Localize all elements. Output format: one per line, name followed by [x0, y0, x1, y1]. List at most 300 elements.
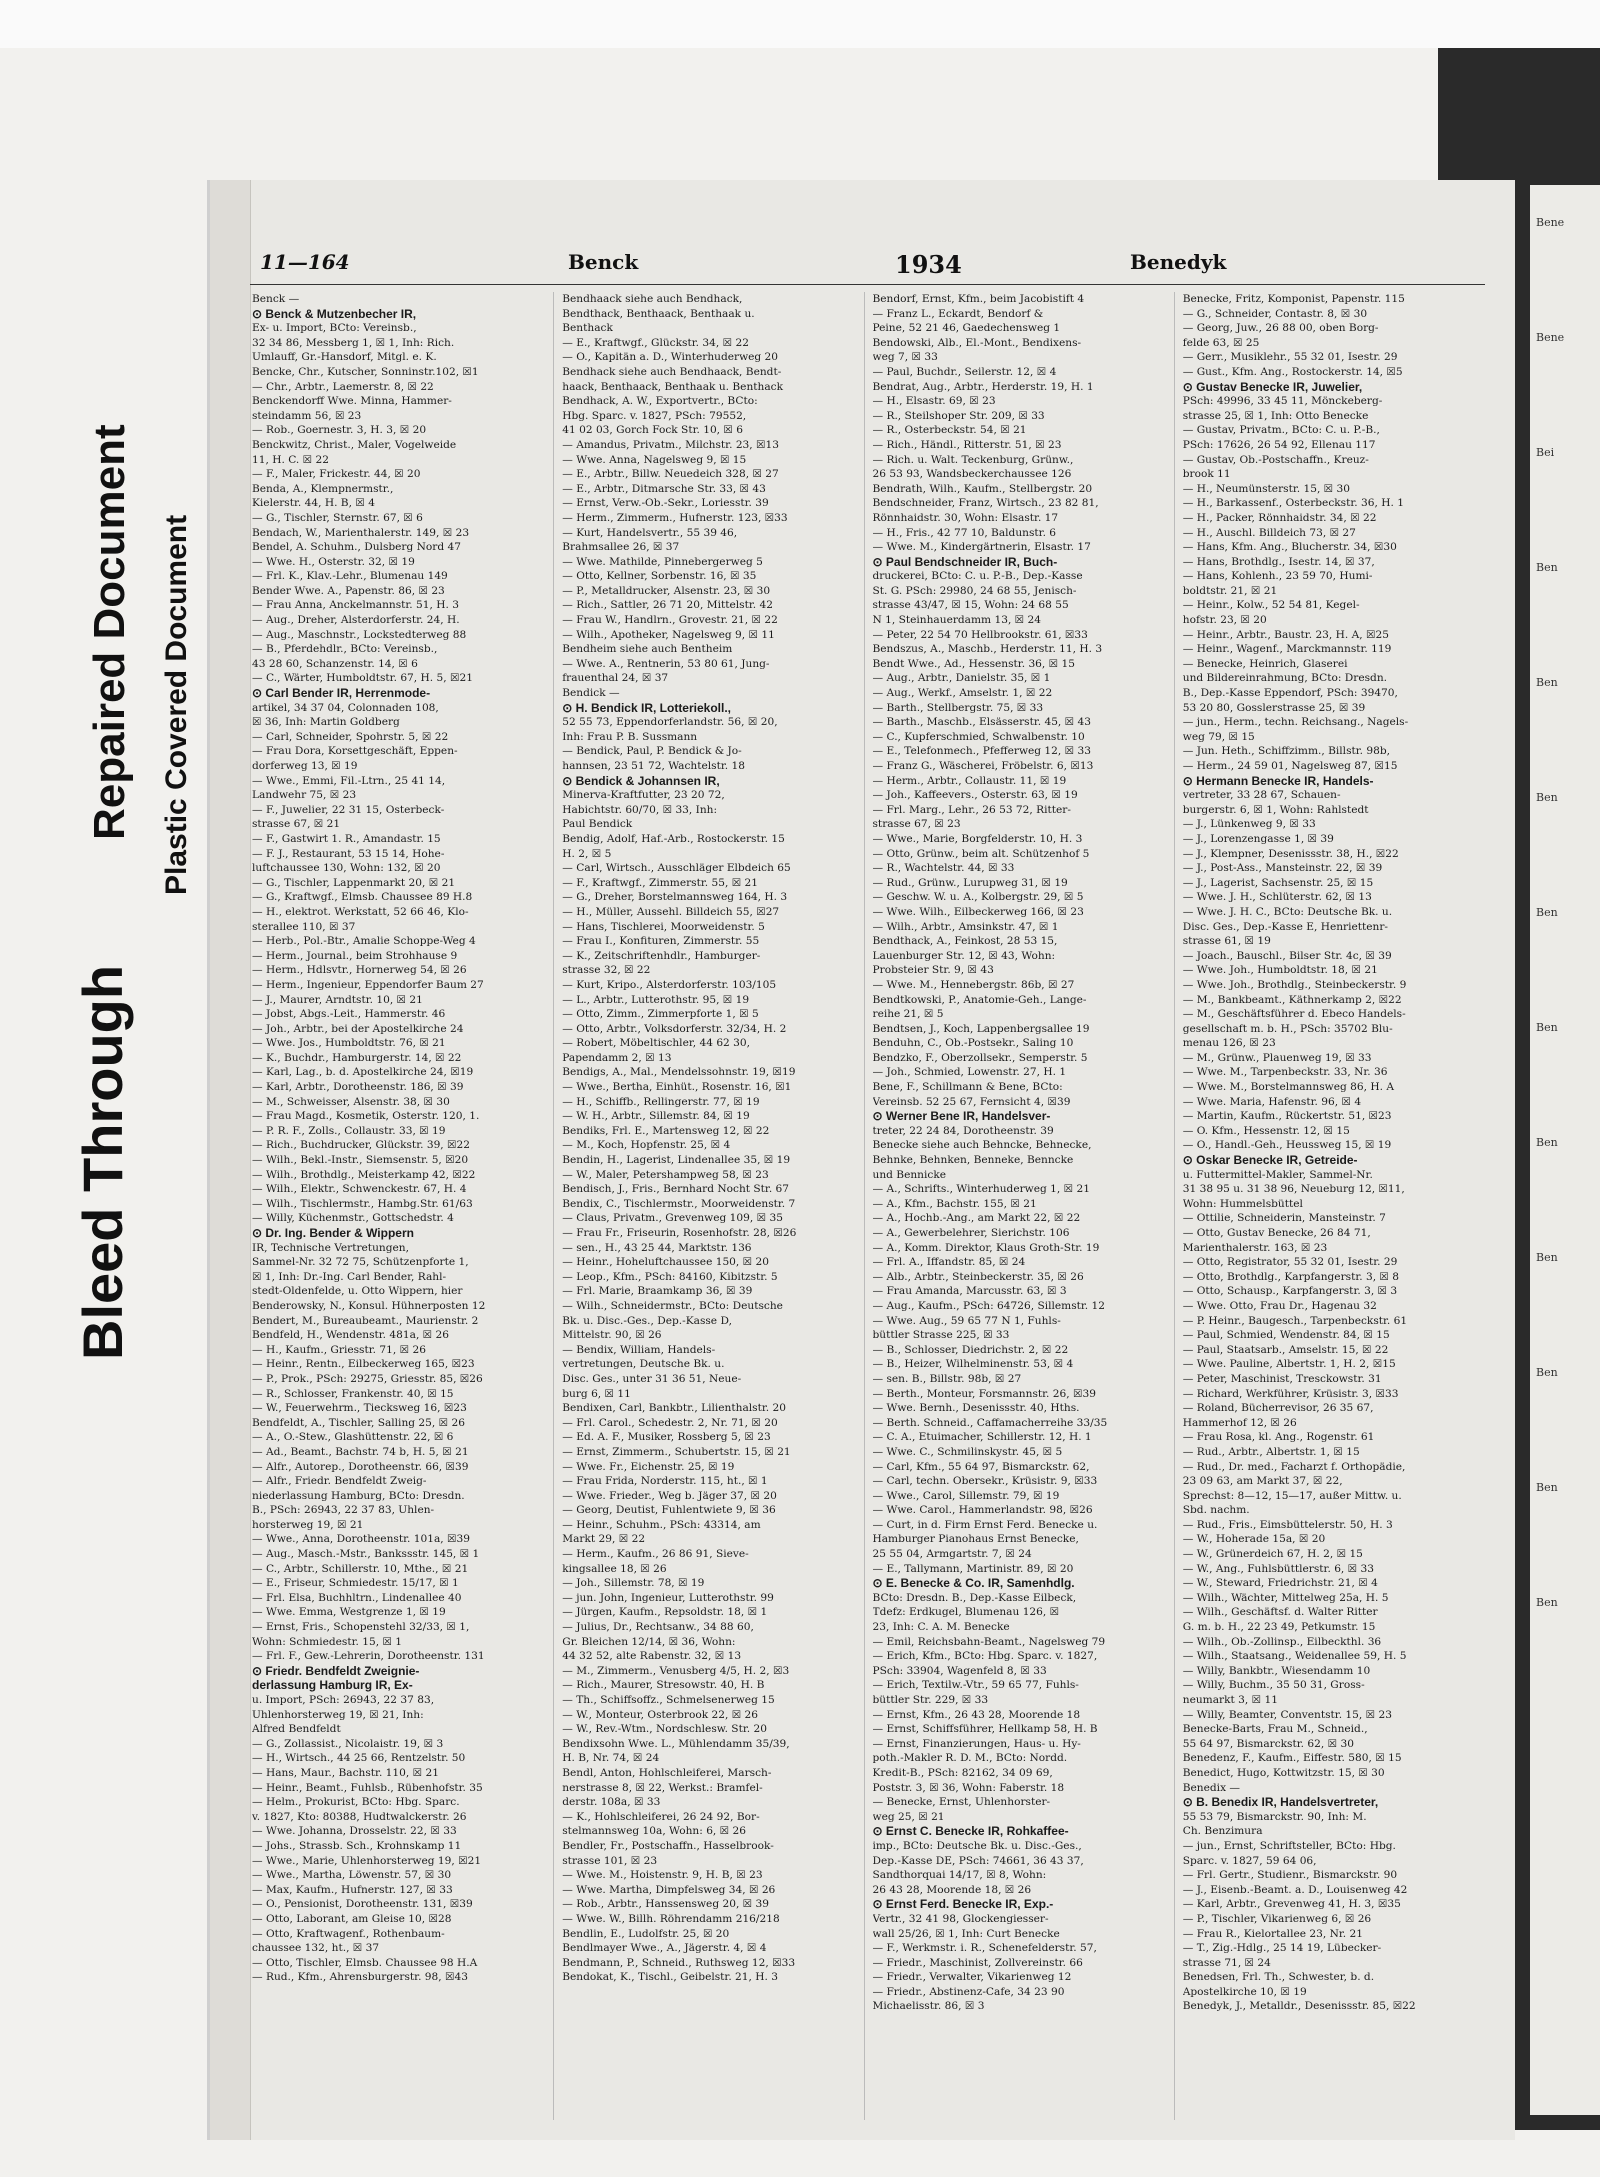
directory-entry: — Otto, Grünw., beim alt. Schützenhof 5: [872, 847, 1090, 860]
directory-entry: — H., Auschl. Billdeich 73, ☒ 27: [1182, 526, 1356, 539]
directory-entry: Bendschneider, Franz, Wirtsch., 23 82 81,: [872, 497, 1099, 510]
directory-entry: — Rich., Maurer, Stresowstr. 40, H. B: [562, 1679, 765, 1692]
directory-entry: 43 28 60, Schanzenstr. 14, ☒ 6: [252, 657, 418, 670]
directory-entry: — Gustav, Ob.-Postschaffn., Kreuz-: [1182, 453, 1369, 466]
directory-entry: N 1, Steinhauerdamm 13, ☒ 24: [872, 614, 1042, 627]
directory-entry: — Wwe. A., Rentnerin, 53 80 61, Jung-: [562, 657, 770, 670]
directory-entry: — Frau Fr., Friseurin, Rosenhofstr. 28, ☒26: [562, 1227, 797, 1239]
directory-entry: weg 25, ☒ 21: [872, 1810, 945, 1823]
directory-entry: Benecke-Barts, Frau M., Schneid.,: [1182, 1723, 1368, 1736]
directory-entry: — B., Schlosser, Diedrichstr. 2, ☒ 22: [872, 1343, 1069, 1356]
directory-entry: Bendorf, Ernst, Kfm., beim Jacobistift 4: [872, 293, 1085, 305]
directory-entry: — Amandus, Privatm., Milchstr. 23, ☒13: [562, 438, 780, 451]
directory-entry: — H., Fris., 42 77 10, Baldunstr. 6: [872, 526, 1057, 539]
directory-entry: — Barth., Stellbergstr. 75, ☒ 33: [872, 701, 1044, 714]
directory-entry: — Wwe. Martha, Dimpfelsweg 34, ☒ 26: [562, 1883, 776, 1896]
directory-entry: — B., Pferdehdlr., BCto: Vereinsb.,: [252, 643, 438, 656]
directory-entry: — Rud., Grünw., Lurupweg 31, ☒ 19: [872, 876, 1068, 889]
directory-entry: — J., Lagerist, Sachsenstr. 25, ☒ 15: [1182, 876, 1374, 889]
directory-entry: — Wwe. Carol., Hammerlandstr. 98, ☒26: [872, 1504, 1093, 1517]
directory-entry: — Wwe. Aug., 59 65 77 N 1, Fuhls-: [872, 1314, 1061, 1327]
directory-entry: vertreter, 33 28 67, Schauen-: [1182, 789, 1341, 802]
directory-entry: — Joh., Sillemstr. 78, ☒ 19: [562, 1577, 705, 1590]
directory-entry: strasse 61, ☒ 19: [1182, 935, 1271, 948]
directory-entry: — Wwe. W., Billh. Röhrendamm 216/218: [562, 1912, 780, 1925]
directory-entry: — Wwe. Joh., Brothdlg., Steinbeckerstr. 9: [1182, 978, 1407, 991]
directory-entry: frauenthal 24, ☒ 37: [562, 672, 669, 685]
directory-entry: Bendokat, K., Tischl., Geibelstr. 21, H. 3: [562, 1971, 778, 1984]
adjacent-page-text: Ben: [1536, 1136, 1558, 1149]
directory-entry: — Wwe. J. H., Schlüterstr. 62, ☒ 13: [1182, 891, 1372, 904]
directory-entry: Bendigs, A., Mal., Mendelssohnstr. 19, ☒19: [562, 1066, 796, 1079]
directory-entry: — Rob., Goernestr. 3, H. 3, ☒ 20: [252, 424, 427, 437]
directory-entry: 41 02 03, Gorch Fock Str. 10, ☒ 6: [562, 424, 744, 437]
directory-entry: — Claus, Privatm., Grevenweg 109, ☒ 35: [562, 1212, 783, 1225]
directory-entry: Ch. Benzimura: [1182, 1825, 1263, 1838]
directory-entry: Bendrath, Wilh., Kaufm., Stellbergstr. 20: [872, 482, 1093, 495]
directory-entry: Bencke, Chr., Kutscher, Sonninstr.102, ☒1: [252, 365, 479, 378]
directory-entry: PSch: 33904, Wagenfeld 8, ☒ 33: [872, 1664, 1047, 1677]
directory-entry: kingsallee 18, ☒ 26: [562, 1562, 667, 1575]
directory-entry: — G., Dreher, Borstelmannsweg 164, H. 3: [562, 891, 788, 904]
directory-entry: ⊙ Ernst Ferd. Benecke IR, Exp.-: [872, 1897, 1054, 1912]
directory-entry: — Franz G., Wäscherei, Fröbelstr. 6, ☒13: [872, 760, 1094, 772]
directory-entry: — Wwe. Emma, Westgrenze 1, ☒ 19: [252, 1606, 446, 1619]
directory-entry: — P., Tischler, Vikarienweg 6, ☒ 26: [1182, 1912, 1372, 1925]
directory-entry: Peine, 52 21 46, Gaedechensweg 1: [872, 322, 1061, 335]
page-number: 11—164: [260, 250, 350, 274]
directory-entry: — Leop., Kfm., PSch: 84160, Kibitzstr. 5: [562, 1270, 778, 1283]
directory-entry: — H., Packer, Rönnhaidstr. 34, ☒ 22: [1182, 511, 1377, 524]
directory-entry: — H., Neumünsterstr. 15, ☒ 30: [1182, 482, 1351, 495]
directory-entry: 23, Inh: C. A. M. Benecke: [872, 1621, 1010, 1634]
directory-entry: Bendt Wwe., Ad., Hessenstr. 36, ☒ 15: [872, 657, 1076, 670]
directory-entry: — Ernst, Kfm., 26 43 28, Moorende 18: [872, 1708, 1081, 1721]
directory-entry: ⊙ Werner Bene IR, Handelsver-: [872, 1109, 1051, 1124]
directory-entry: — M., Koch, Hopfenstr. 25, ☒ 4: [562, 1139, 731, 1152]
directory-entry: stelmannsweg 10a, Wohn: 6, ☒ 26: [562, 1825, 747, 1838]
directory-entry: Minerva-Kraftfutter, 23 20 72,: [562, 789, 725, 802]
directory-entry: — Karl, Arbtr., Grevenweg 41, H. 3, ☒35: [1182, 1898, 1401, 1911]
directory-entry: Bendixsohn Wwe. L., Mühlendamm 35/39,: [562, 1737, 790, 1750]
directory-entry: — Wwe. Pauline, Albertstr. 1, H. 2, ☒15: [1182, 1358, 1396, 1371]
directory-entry: Bendick —: [562, 687, 620, 700]
directory-entry: u. Futtermittel-Makler, Sammel-Nr.: [1182, 1168, 1373, 1181]
directory-entry: — Chr., Arbtr., Laemerstr. 8, ☒ 22: [252, 380, 434, 393]
directory-entry: — Wwe. M., Kindergärtnerin, Elsastr. 17: [872, 541, 1091, 554]
directory-entry: strasse 67, ☒ 21: [252, 818, 341, 831]
directory-entry: ☒ 36, Inh: Martin Goldberg: [252, 716, 400, 729]
directory-entry: — Frau Rosa, kl. Ang., Rogenstr. 61: [1182, 1431, 1375, 1444]
directory-entry: derstr. 108a, ☒ 33: [562, 1796, 661, 1809]
directory-entry: Bendixen, Carl, Bankbtr., Lilienthalstr. 20: [562, 1402, 786, 1415]
directory-entry: — Alb., Arbtr., Steinbeckerstr. 35, ☒ 26: [872, 1270, 1084, 1283]
directory-entry: Ex- u. Import, BCto: Vereinsb.,: [252, 322, 417, 335]
directory-entry: strasse 71, ☒ 24: [1182, 1956, 1271, 1969]
directory-entry: — Wwe., Anna, Dorotheenstr. 101a, ☒39: [252, 1533, 470, 1546]
directory-entry: — F., Juwelier, 22 31 15, Osterbeck-: [252, 803, 445, 816]
directory-entry: — sen. B., Billstr. 98b, ☒ 27: [872, 1372, 1022, 1385]
directory-entry: Kielerstr. 44, H. B, ☒ 4: [252, 497, 375, 510]
directory-entry: Poststr. 3, ☒ 36, Wohn: Faberstr. 18: [872, 1781, 1065, 1794]
directory-entry: — Robert, Möbeltischler, 44 62 30,: [562, 1037, 751, 1050]
directory-entry: Benedenz, F., Kaufm., Eiffestr. 580, ☒ 15: [1182, 1752, 1402, 1765]
directory-entry: ☒ 1, Inh: Dr.-Ing. Carl Bender, Rahl-: [252, 1270, 447, 1283]
directory-entry: reihe 21, ☒ 5: [872, 1008, 944, 1021]
directory-entry: — Frl. Elsa, Buchhltrn., Lindenallee 40: [252, 1591, 462, 1604]
directory-entry: — Otto, Gustav Benecke, 26 84 71,: [1182, 1227, 1371, 1239]
directory-entry: u. Import, PSch: 26943, 22 37 83,: [252, 1694, 435, 1706]
directory-entry: — Herm., Ingenieur, Eppendorfer Baum 27: [252, 978, 484, 991]
directory-entry: — jun. John, Ingenieur, Lutterothstr. 99: [562, 1591, 774, 1604]
directory-entry: haack, Benthaack, Benthaak u. Benthack: [562, 380, 784, 393]
directory-entry: — Wwe. Otto, Frau Dr., Hagenau 32: [1182, 1299, 1377, 1312]
directory-entry: — W., Ang., Fuhlsbüttlerstr. 6, ☒ 33: [1182, 1562, 1375, 1575]
directory-entry: — M., Schweisser, Alsenstr. 38, ☒ 30: [252, 1095, 450, 1108]
directory-entry: ⊙ B. Benedix IR, Handelsvertreter,: [1182, 1795, 1379, 1810]
directory-entry: — Wwe., Bertha, Einhüt., Rosenstr. 16, ☒1: [562, 1081, 792, 1094]
directory-entry: — Ernst, Fris., Schopenstehl 32/33, ☒ 1,: [252, 1621, 470, 1634]
directory-entry: — Frau W., Handlrn., Grovestr. 21, ☒ 22: [562, 614, 778, 627]
adjacent-page-text: Bene: [1536, 216, 1565, 229]
directory-entry: — Heinr., Arbtr., Baustr. 23, H. A, ☒25: [1182, 628, 1389, 641]
directory-entry: strasse 43/47, ☒ 15, Wohn: 24 68 55: [872, 599, 1069, 612]
adjacent-page-fragment: [1530, 185, 1600, 2115]
directory-entry: — Rich., Buchdrucker, Glückstr. 39, ☒22: [252, 1139, 471, 1152]
directory-entry: felde 63, ☒ 25: [1182, 336, 1260, 349]
directory-entry: — Heinr., Hoheluftchaussee 150, ☒ 20: [562, 1256, 770, 1269]
directory-entry: Benck —: [252, 293, 300, 305]
directory-entry: steindamm 56, ☒ 23: [252, 409, 362, 422]
bleed-through-label: Bleed Through: [71, 964, 134, 1360]
directory-entry: — L., Arbtr., Lutterothstr. 95, ☒ 19: [562, 993, 750, 1006]
directory-entry: — R., Steilshoper Str. 209, ☒ 33: [872, 409, 1045, 422]
directory-entry: Bendfeld, H., Wendenstr. 481a, ☒ 26: [252, 1329, 450, 1342]
directory-entry: Bendzko, F., Oberzollsekr., Semperstr. 5: [872, 1051, 1088, 1064]
directory-entry: — Frau Dora, Korsettgeschäft, Eppen-: [252, 745, 458, 758]
directory-entry: — H., Müller, Aussehl. Billdeich 55, ☒27: [562, 905, 780, 918]
directory-entry: ⊙ Gustav Benecke IR, Juwelier,: [1182, 379, 1363, 394]
directory-entry: Brahmsallee 26, ☒ 37: [562, 541, 680, 554]
directory-entry: ⊙ E. Benecke & Co. IR, Samenhdlg.: [872, 1576, 1075, 1591]
adjacent-page-text: Ben: [1536, 1366, 1558, 1379]
directory-entry: — Aug., Kaufm., PSch: 64726, Sillemstr. 12: [872, 1299, 1105, 1312]
directory-entry: — Wilh., Elektr., Schwenckestr. 67, H. 4: [252, 1183, 467, 1196]
directory-entry: — Emil, Reichsbahn-Beamt., Nagelsweg 79: [872, 1635, 1106, 1648]
directory-columns: [250, 292, 1485, 2120]
directory-entry: — Heinr., Kolw., 52 54 81, Kegel-: [1182, 599, 1360, 612]
directory-entry: Bendhaack siehe auch Bendhack,: [562, 293, 743, 305]
directory-entry: — W., Monteur, Osterbrook 22, ☒ 26: [562, 1708, 759, 1721]
directory-entry: — J., Lünkenweg 9, ☒ 33: [1182, 818, 1316, 831]
directory-entry: — Ernst, Finanzierungen, Haus- u. Hy-: [872, 1737, 1081, 1750]
directory-entry: — Erich, Textilw.-Vtr., 59 65 77, Fuhls-: [872, 1679, 1079, 1692]
directory-entry: Bendtsen, J., Koch, Lappenbergsallee 19: [872, 1022, 1090, 1035]
directory-entry: — Otto, Arbtr., Volksdorferstr. 32/34, H. 2: [562, 1022, 787, 1035]
directory-entry: — Karl, Arbtr., Dorotheenstr. 186, ☒ 39: [252, 1081, 464, 1094]
directory-entry: Bendlmayer Wwe., A., Jägerstr. 4, ☒ 4: [562, 1942, 767, 1955]
directory-entry: — Frau Frida, Norderstr. 115, ht., ☒ 1: [562, 1475, 768, 1488]
adjacent-page-text: Ben: [1536, 561, 1558, 574]
directory-entry: — K., Zeitschriftenhdlr., Hamburger-: [562, 949, 761, 962]
directory-entry: PSch: 17626, 26 54 92, Ellenau 117: [1182, 438, 1376, 451]
directory-entry: — W., Steward, Friedrichstr. 21, ☒ 4: [1182, 1577, 1378, 1590]
directory-entry: Bendowski, Alb., El.-Mont., Bendixens-: [872, 336, 1082, 349]
directory-entry: — Roland, Bücherrevisor, 26 35 67,: [1182, 1402, 1374, 1415]
directory-entry: Sbd. nachm.: [1182, 1504, 1250, 1517]
directory-entry: Sammel-Nr. 32 72 75, Schützenpforte 1,: [252, 1256, 469, 1269]
directory-entry: — Frau I., Konfituren, Zimmerstr. 55: [562, 935, 760, 948]
directory-entry: — Otto, Kellner, Sorbenstr. 16, ☒ 35: [562, 570, 757, 583]
directory-entry: ⊙ Benck & Mutzenbecher IR,: [252, 306, 417, 321]
directory-entry: — R., Wachtelstr. 44, ☒ 33: [872, 862, 1015, 875]
directory-entry: neumarkt 3, ☒ 11: [1182, 1694, 1278, 1706]
directory-entry: Bendach, W., Marienthalerstr. 149, ☒ 23: [252, 526, 470, 539]
directory-entry: — Wilh., Arbtr., Amsinkstr. 47, ☒ 1: [872, 920, 1059, 933]
directory-entry: — Rob., Arbtr., Hanssensweg 20, ☒ 39: [562, 1898, 770, 1911]
directory-entry: Bendler, Fr., Postschaffn., Hasselbrook-: [562, 1839, 774, 1852]
directory-entry: — C., Kupferschmied, Schwalbenstr. 10: [872, 730, 1085, 743]
directory-entry: — Paul, Schmied, Wendenstr. 84, ☒ 15: [1182, 1329, 1390, 1342]
document-condition-labels: [70, 400, 230, 1360]
repaired-document-label: Repaired Document: [85, 424, 134, 840]
directory-entry: — Joh., Schmied, Lowenstr. 27, H. 1: [872, 1066, 1067, 1079]
directory-entry: — Alfr., Autorep., Dorotheenstr. 66, ☒39: [252, 1460, 469, 1473]
directory-entry: Apostelkirche 10, ☒ 19: [1182, 1985, 1307, 1998]
directory-page: [210, 180, 1515, 2140]
header-year: 1934: [895, 250, 962, 279]
directory-entry: — Rud., Dr. med., Facharzt f. Orthopädie,: [1182, 1460, 1406, 1473]
directory-entry: strasse 101, ☒ 23: [562, 1854, 658, 1867]
directory-entry: — Frl. Carol., Schedestr. 2, Nr. 71, ☒ 20: [562, 1416, 778, 1429]
directory-entry: — Otto, Zimm., Zimmerpforte 1, ☒ 5: [562, 1008, 759, 1021]
directory-entry: — C., Arbtr., Schillerstr. 10, Mthe., ☒ 21: [252, 1562, 469, 1575]
directory-entry: 25 55 04, Armgartstr. 7, ☒ 24: [872, 1548, 1032, 1561]
directory-entry: menau 126, ☒ 23: [1182, 1037, 1276, 1050]
directory-entry: — C., Wärter, Humboldtstr. 67, H. 5, ☒21: [252, 672, 473, 685]
adjacent-page-text: Bene: [1536, 331, 1565, 344]
directory-entry: Bender Wwe. A., Papenstr. 86, ☒ 23: [252, 584, 445, 597]
directory-entry: — J., Lorenzengasse 1, ☒ 39: [1182, 832, 1334, 845]
directory-entry: — Joh., Kaffeevers., Osterstr. 63, ☒ 19: [872, 789, 1078, 802]
directory-entry: — Wwe. Maria, Hafenstr. 96, ☒ 4: [1182, 1095, 1362, 1108]
directory-entry: — Th., Schiffsoffz., Schmelsenerweg 15: [562, 1694, 775, 1706]
directory-entry: — Wwe. M., Tarpenbeckstr. 33, Nr. 36: [1182, 1066, 1388, 1079]
adjacent-page-text: Ben: [1536, 1481, 1558, 1494]
directory-entry: — Aug., Masch.-Mstr., Bankssstr. 145, ☒ 1: [252, 1548, 480, 1561]
directory-entry: und Bennicke: [872, 1168, 947, 1181]
directory-entry: — Willy, Beamter, Conventstr. 15, ☒ 23: [1182, 1708, 1392, 1721]
directory-entry: Sandthorquai 14/17, ☒ 8, Wohn:: [872, 1869, 1047, 1882]
directory-entry: — Otto, Brothdlg., Karpfangerstr. 3, ☒ 8: [1182, 1270, 1400, 1283]
directory-entry: — M., Grünw., Plauenweg 19, ☒ 33: [1182, 1051, 1372, 1064]
directory-entry: — J., Eisenb.-Beamt. a. D., Louisenweg 42: [1182, 1883, 1408, 1896]
directory-entry: brook 11: [1182, 468, 1231, 481]
directory-entry: ⊙ Dr. Ing. Bender & Wippern: [252, 1226, 414, 1240]
directory-entry: — G., Tischler, Sternstr. 67, ☒ 6: [252, 511, 423, 524]
directory-entry: — P., Prok., PSch: 29275, Griesstr. 85, ☒26: [252, 1372, 483, 1385]
directory-entry: — Erich, Kfm., BCto: Hbg. Sparc. v. 1827,: [872, 1650, 1098, 1663]
directory-entry: — M., Zimmerm., Venusberg 4/5, H. 2, ☒3: [562, 1664, 790, 1677]
header-rule: [250, 284, 1485, 285]
directory-entry: — E., Arbtr., Ditmarsche Str. 33, ☒ 43: [562, 482, 766, 495]
directory-entry: — Frau Anna, Anckelmannstr. 51, H. 3: [252, 599, 459, 612]
directory-entry: — Rud., Fris., Eimsbüttelerstr. 50, H. 3: [1182, 1518, 1393, 1531]
directory-entry: — Wwe. Wilh., Eilbeckerweg 166, ☒ 23: [872, 905, 1084, 918]
directory-entry: — H., Wirtsch., 44 25 66, Rentzelstr. 50: [252, 1752, 466, 1765]
directory-entry: ⊙ Friedr. Bendfeldt Zweignie-: [252, 1663, 420, 1678]
directory-entry: — O., Kapitän a. D., Winterhuderweg 20: [562, 351, 779, 364]
directory-entry: Bendig, Adolf, Haf.-Arb., Rostockerstr. 15: [562, 832, 785, 845]
directory-entry: — Aug., Dreher, Alsterdorferstr. 24, H.: [252, 614, 460, 627]
directory-entry: — E., Kraftwgf., Glückstr. 34, ☒ 22: [562, 336, 749, 349]
directory-entry: — Hans, Kohlenh., 23 59 70, Humi-: [1182, 570, 1373, 583]
adjacent-page-text: Bei: [1536, 446, 1555, 459]
directory-entry: 55 53 79, Bismarckstr. 90, Inh: M.: [1182, 1810, 1367, 1823]
directory-entry: — Otto, Laborant, am Gleise 10, ☒28: [252, 1912, 452, 1925]
directory-entry: — Frl. Marg., Lehr., 26 53 72, Ritter-: [872, 803, 1071, 816]
directory-entry: Bendert, M., Bureaubeamt., Maurienstr. 2: [252, 1314, 479, 1327]
directory-entry: — jun., Herm., techn. Reichsang., Nagels-: [1182, 716, 1409, 729]
directory-entry: 31 38 95 u. 31 38 96, Neueburg 12, ☒11,: [1182, 1183, 1405, 1196]
directory-entry: — Rich. u. Walt. Teckenburg, Grünw.,: [872, 453, 1074, 466]
directory-entry: Markt 29, ☒ 22: [562, 1533, 646, 1546]
directory-entry: — Wwe. Fr., Eichenstr. 25, ☒ 19: [562, 1460, 735, 1473]
directory-entry: — E., Arbtr., Billw. Neuedeich 328, ☒ 27: [562, 468, 779, 481]
header-first-name: Benck: [568, 250, 639, 274]
directory-entry: — Wwe. C., Schmilinskystr. 45, ☒ 5: [872, 1445, 1063, 1458]
directory-entry: Mittelstr. 90, ☒ 26: [562, 1329, 662, 1342]
adjacent-page-text: Ben: [1536, 906, 1558, 919]
directory-entry: — W., Rev.-Wtm., Nordschlesw. Str. 20: [562, 1723, 767, 1736]
column-3: [871, 292, 1175, 2120]
directory-entry: — Frau R., Kielortallee 23, Nr. 21: [1182, 1927, 1363, 1940]
directory-entry: Benthack: [562, 322, 613, 335]
directory-entry: — Georg, Deutist, Fuhlentwiete 9, ☒ 36: [562, 1504, 776, 1517]
directory-entry: — F., Kraftwgf., Zimmerstr. 55, ☒ 21: [562, 876, 759, 889]
directory-entry: — Wwe., Marie, Uhlenhorsterweg 19, ☒21: [252, 1854, 482, 1867]
directory-entry: Hamburger Pianohaus Ernst Benecke,: [872, 1533, 1079, 1546]
directory-entry: — Ernst, Zimmerm., Schubertstr. 15, ☒ 21: [562, 1445, 791, 1458]
directory-entry: — Heinr., Schuhm., PSch: 43314, am: [562, 1518, 761, 1531]
directory-entry: — Willy, Buchm., 35 50 31, Gross-: [1182, 1679, 1365, 1692]
directory-entry: 32 34 86, Messberg 1, ☒ 1, Inh: Rich.: [252, 336, 455, 349]
directory-entry: — Geschw. W. u. A., Kolbergstr. 29, ☒ 5: [872, 891, 1084, 904]
directory-entry: — Wwe., Martha, Löwenstr. 57, ☒ 30: [252, 1869, 452, 1882]
directory-entry: Disc. Ges., unter 31 36 51, Neue-: [562, 1372, 742, 1385]
directory-entry: poth.-Makler R. D. M., BCto: Nordd.: [872, 1752, 1068, 1765]
directory-entry: — Wilh., Tischlermstr., Hambg.Str. 61/63: [252, 1197, 473, 1210]
directory-entry: burg 6, ☒ 11: [562, 1387, 631, 1400]
directory-entry: — W., Feuerwehrm., Tiecksweg 16, ☒23: [252, 1402, 467, 1415]
directory-entry: — G., Zollassist., Nicolaistr. 19, ☒ 3: [252, 1737, 444, 1750]
directory-entry: — Rich., Händl., Ritterstr. 51, ☒ 23: [872, 438, 1062, 451]
directory-entry: Wohn: Schmiedestr. 15, ☒ 1: [252, 1635, 403, 1648]
directory-entry: — Kurt, Kripo., Alsterdorferstr. 103/105: [562, 978, 777, 991]
directory-entry: — Wwe. Joh., Humboldtstr. 18, ☒ 21: [1182, 964, 1378, 977]
directory-entry: — W. H., Arbtr., Sillemstr. 84, ☒ 19: [562, 1110, 750, 1123]
directory-entry: Bendthack, A., Feinkost, 28 53 15,: [872, 935, 1058, 948]
directory-entry: — Ernst, Schiffsführer, Hellkamp 58, H. B: [872, 1723, 1098, 1736]
directory-entry: Gr. Bleichen 12/14, ☒ 36, Wohn:: [562, 1635, 736, 1648]
directory-entry: — W., Grünerdeich 67, H. 2, ☒ 15: [1182, 1548, 1363, 1561]
directory-entry: wall 25/26, ☒ 1, Inh: Curt Benecke: [872, 1927, 1060, 1940]
directory-entry: Bene, F., Schillmann & Bene, BCto:: [872, 1081, 1063, 1094]
column-2: [560, 292, 864, 2120]
directory-entry: — Rud., Kfm., Ahrensburgerstr. 98, ☒43: [252, 1971, 468, 1984]
directory-entry: nerstrasse 8, ☒ 22, Werkst.: Bramfel-: [562, 1781, 763, 1794]
directory-entry: Tdefz: Erdkugel, Blumenau 126, ☒: [872, 1606, 1060, 1619]
directory-entry: — Berth., Monteur, Forsmannstr. 26, ☒39: [872, 1387, 1096, 1400]
directory-entry: Bk. u. Disc.-Ges., Dep.-Kasse D,: [562, 1314, 732, 1327]
page-header: [250, 250, 1505, 280]
directory-entry: — Wilh., Apotheker, Nagelsweg 9, ☒ 11: [562, 628, 775, 641]
directory-entry: — Berth. Schneid., Caffamacherreihe 33/35: [872, 1416, 1108, 1429]
directory-entry: — Barth., Maschb., Elsässerstr. 45, ☒ 43: [872, 716, 1092, 729]
directory-entry: — Otto, Tischler, Elmsb. Chaussee 98 H.A: [252, 1956, 478, 1969]
directory-entry: — J., Post-Ass., Mansteinstr. 22, ☒ 39: [1182, 862, 1383, 875]
directory-entry: Bendlin, E., Ludolfstr. 25, ☒ 20: [562, 1927, 730, 1940]
directory-entry: Bendiks, Frl. E., Martensweg 12, ☒ 22: [562, 1124, 770, 1137]
directory-entry: — Hans, Tischlerei, Moorweidenstr. 5: [562, 920, 765, 933]
directory-entry: — Wilh., Ob.-Zollinsp., Eilbeckthl. 36: [1182, 1635, 1382, 1648]
directory-entry: — Carl, Kfm., 55 64 97, Bismarckstr. 62,: [872, 1460, 1090, 1473]
directory-entry: 52 55 73, Eppendorferlandstr. 56, ☒ 20,: [562, 716, 778, 729]
directory-entry: — Wwe. J. H. C., BCto: Deutsche Bk. u.: [1182, 905, 1393, 918]
directory-entry: — Kurt, Handelsvertr., 55 39 46,: [562, 526, 738, 539]
directory-entry: B., Dep.-Kasse Eppendorf, PSch: 39470,: [1182, 687, 1398, 700]
directory-entry: Michaelisstr. 86, ☒ 3: [872, 2000, 985, 2013]
directory-entry: — Herb., Pol.-Btr., Amalie Schoppe-Weg 4: [252, 935, 476, 948]
directory-entry: — Aug., Arbtr., Danielstr. 35, ☒ 1: [872, 672, 1051, 685]
directory-entry: — O. Kfm., Hessenstr. 12, ☒ 15: [1182, 1124, 1350, 1137]
directory-entry: — Carl, techn. Obersekr., Krüsistr. 9, ☒33: [872, 1475, 1098, 1488]
directory-entry: hannsen, 23 51 72, Wachtelstr. 18: [562, 760, 745, 772]
directory-entry: 53 20 80, Gosslerstrasse 25, ☒ 39: [1182, 701, 1366, 714]
directory-entry: Dep.-Kasse DE, PSch: 74661, 36 43 37,: [872, 1854, 1084, 1867]
directory-entry: — Peter, Maschinist, Tresckowstr. 31: [1182, 1372, 1382, 1385]
directory-entry: ⊙ Ernst C. Benecke IR, Rohkaffee-: [872, 1824, 1069, 1839]
directory-entry: — Wilh., Staatsang., Weidenallee 59, H. 5: [1182, 1650, 1407, 1663]
directory-entry: — Frl. Gertr., Studienr., Bismarckstr. 90: [1182, 1869, 1398, 1882]
directory-entry: — H., Kaufm., Griesstr. 71, ☒ 26: [252, 1343, 426, 1356]
directory-entry: Bendfeldt, A., Tischler, Salling 25, ☒ 26: [252, 1416, 465, 1429]
directory-entry: Papendamm 2, ☒ 13: [562, 1051, 672, 1064]
directory-entry: Lauenburger Str. 12, ☒ 43, Wohn:: [872, 949, 1056, 962]
directory-entry: — Heinr., Rentn., Eilbeckerweg 165, ☒23: [252, 1358, 475, 1371]
directory-entry: — Frl. K., Klav.-Lehr., Blumenau 149: [252, 570, 448, 583]
directory-entry: Benckendorff Wwe. Minna, Hammer-: [252, 395, 452, 408]
directory-entry: — Carl, Wirtsch., Ausschläger Elbdeich 65: [562, 862, 791, 875]
directory-entry: — Karl, Lag., b. d. Apostelkirche 24, ☒19: [252, 1066, 474, 1079]
directory-entry: Sparc. v. 1827, 59 64 06,: [1182, 1854, 1317, 1867]
directory-entry: Bendszus, A., Maschb., Herderstr. 11, H. 3: [872, 643, 1103, 656]
directory-entry: Hbg. Sparc. v. 1827, PSch: 79552,: [562, 409, 747, 422]
directory-entry: Bendtkowski, P., Anatomie-Geh., Lange-: [872, 993, 1087, 1006]
directory-entry: — Joach., Bauschl., Bilser Str. 4c, ☒ 39: [1182, 949, 1392, 962]
column-4: [1181, 292, 1485, 2120]
directory-entry: — O., Handl.-Geh., Heussweg 15, ☒ 19: [1182, 1139, 1392, 1152]
directory-entry: ⊙ Bendick & Johannsen IR,: [562, 773, 720, 788]
directory-entry: — G., Tischler, Lappenmarkt 20, ☒ 21: [252, 876, 456, 889]
directory-entry: Benda, A., Klempnermstr.,: [252, 482, 394, 495]
directory-entry: — Curt, in d. Firm Ernst Ferd. Benecke u.: [872, 1518, 1098, 1531]
directory-entry: — Paul, Buchdr., Seilerstr. 12, ☒ 4: [872, 365, 1057, 378]
directory-entry: — Alfr., Friedr. Bendfeldt Zweig-: [252, 1475, 427, 1488]
directory-entry: — P. R. F., Zolls., Collaustr. 33, ☒ 19: [252, 1124, 446, 1137]
directory-entry: 26 53 93, Wandsbeckerchaussee 126: [872, 468, 1072, 481]
directory-entry: — Gust., Kfm. Ang., Rostockerstr. 14, ☒5: [1182, 365, 1403, 378]
